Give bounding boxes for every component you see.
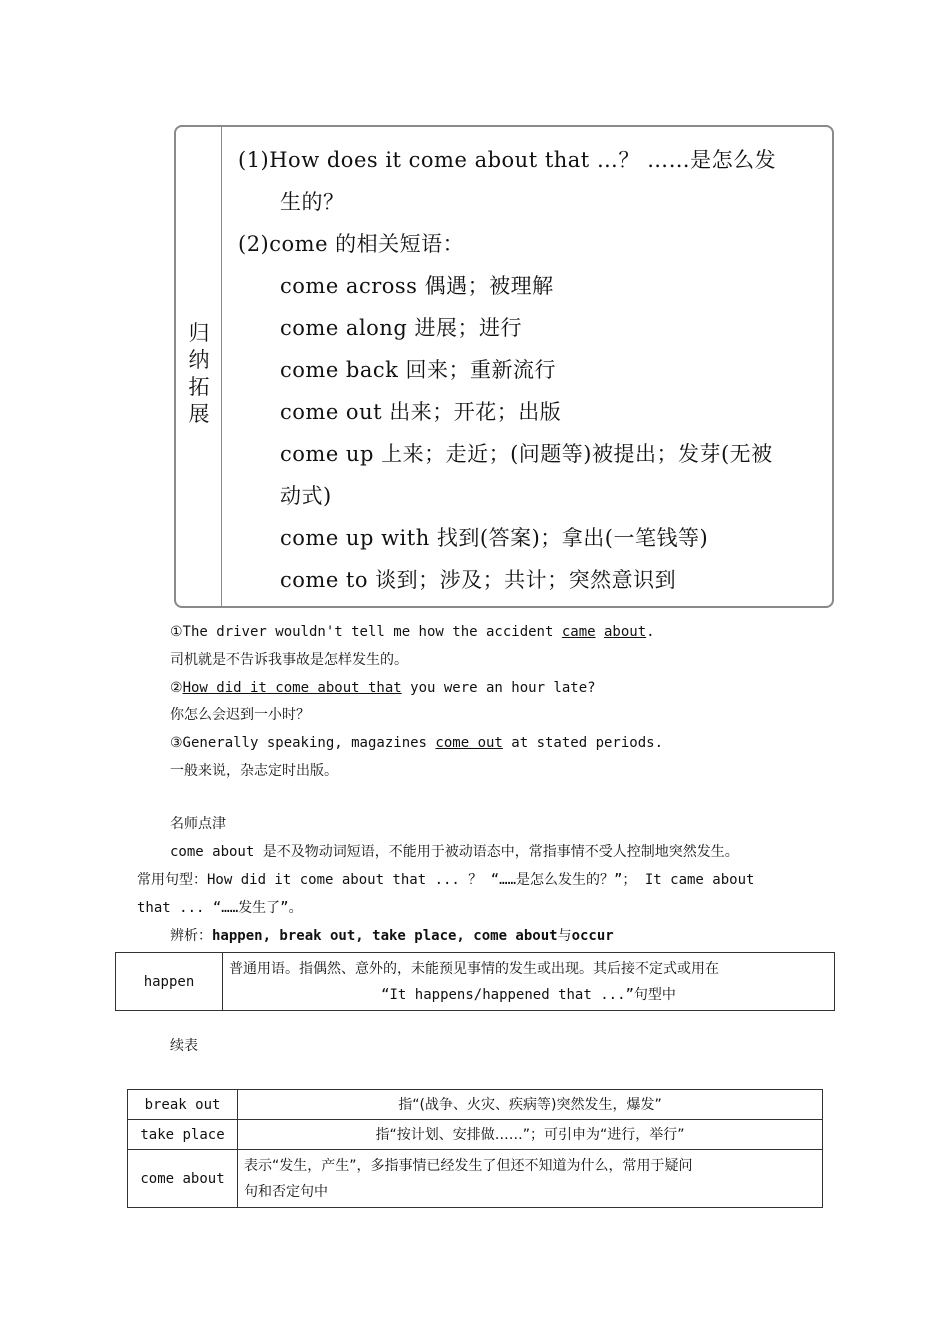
desc-cell: 普通用语。指偶然、意外的，未能预见事情的发生或出现。其后接不定式或用在 “It happens/happened that ...”句型中 bbox=[223, 953, 835, 1011]
box-line-7: come out 出来；开花；出版 bbox=[280, 400, 562, 424]
summary-side-label: 归纳拓展 bbox=[188, 321, 210, 426]
continued-label: 续表 bbox=[170, 1038, 198, 1054]
desc-cell: 指“(战争、火灾、疾病等)突然发生，爆发” bbox=[238, 1090, 823, 1120]
tips-line-3: that ... “……发生了”。 bbox=[137, 900, 303, 916]
analysis-line: 辨析：happen, break out, take place, come about与occur bbox=[170, 928, 614, 944]
comparison-table-2 bbox=[127, 1089, 823, 1208]
box-line-3: (2)come 的相关短语： bbox=[238, 232, 465, 256]
desc-cell: 表示“发生，产生”，多指事情已经发生了但还不知道为什么，常用于疑问 句和否定句中 bbox=[238, 1150, 823, 1208]
term-cell: break out bbox=[128, 1090, 238, 1120]
box-line-8: come up 上来；走近；(问题等)被提出；发芽(无被 bbox=[280, 442, 773, 466]
box-line-5: come along 进展；进行 bbox=[280, 316, 522, 340]
box-line-10: come up with 找到(答案)；拿出(一笔钱等) bbox=[280, 526, 709, 550]
tips-line-1: come about 是不及物动词短语，不能用于被动语态中，常指事情不受人控制地突然发生。 bbox=[170, 844, 739, 860]
example-1-translation: 司机就是不告诉我事故是怎样发生的。 bbox=[170, 652, 408, 668]
summary-box bbox=[174, 125, 834, 608]
example-3-translation: 一般来说，杂志定时出版。 bbox=[170, 763, 338, 779]
box-line-1: (1)How does it come about that …？ ……是怎么发 bbox=[238, 148, 777, 172]
table-row bbox=[128, 1150, 823, 1208]
term-cell: happen bbox=[116, 953, 223, 1011]
table-row bbox=[128, 1090, 823, 1120]
box-line-6: come back 回来；重新流行 bbox=[280, 358, 557, 382]
box-line-9: 动式) bbox=[280, 484, 332, 508]
table-row bbox=[128, 1120, 823, 1150]
term-cell: come about bbox=[128, 1150, 238, 1208]
comparison-table-1 bbox=[115, 952, 835, 1011]
box-line-2: 生的？ bbox=[280, 190, 345, 214]
example-3: ③Generally speaking, magazines come out at stated periods. bbox=[170, 735, 664, 751]
box-line-4: come across 偶遇；被理解 bbox=[280, 274, 554, 298]
desc-cell: 指“按计划、安排做……”；可引申为“进行，举行” bbox=[238, 1120, 823, 1150]
tips-line-2: 常用句型：How did it come about that ... ？ “……是怎么发生的？”； It came about bbox=[137, 872, 755, 888]
example-1: ①The driver wouldn't tell me how the accident came about. bbox=[170, 624, 655, 640]
term-cell: take place bbox=[128, 1120, 238, 1150]
table-row bbox=[116, 953, 835, 1011]
box-line-11: come to 谈到；涉及；共计；突然意识到 bbox=[280, 568, 677, 592]
example-2-translation: 你怎么会迟到一小时？ bbox=[170, 707, 310, 723]
example-2: ②How did it come about that you were an hour late? bbox=[170, 680, 596, 696]
tips-heading: 名师点津 bbox=[170, 816, 226, 832]
